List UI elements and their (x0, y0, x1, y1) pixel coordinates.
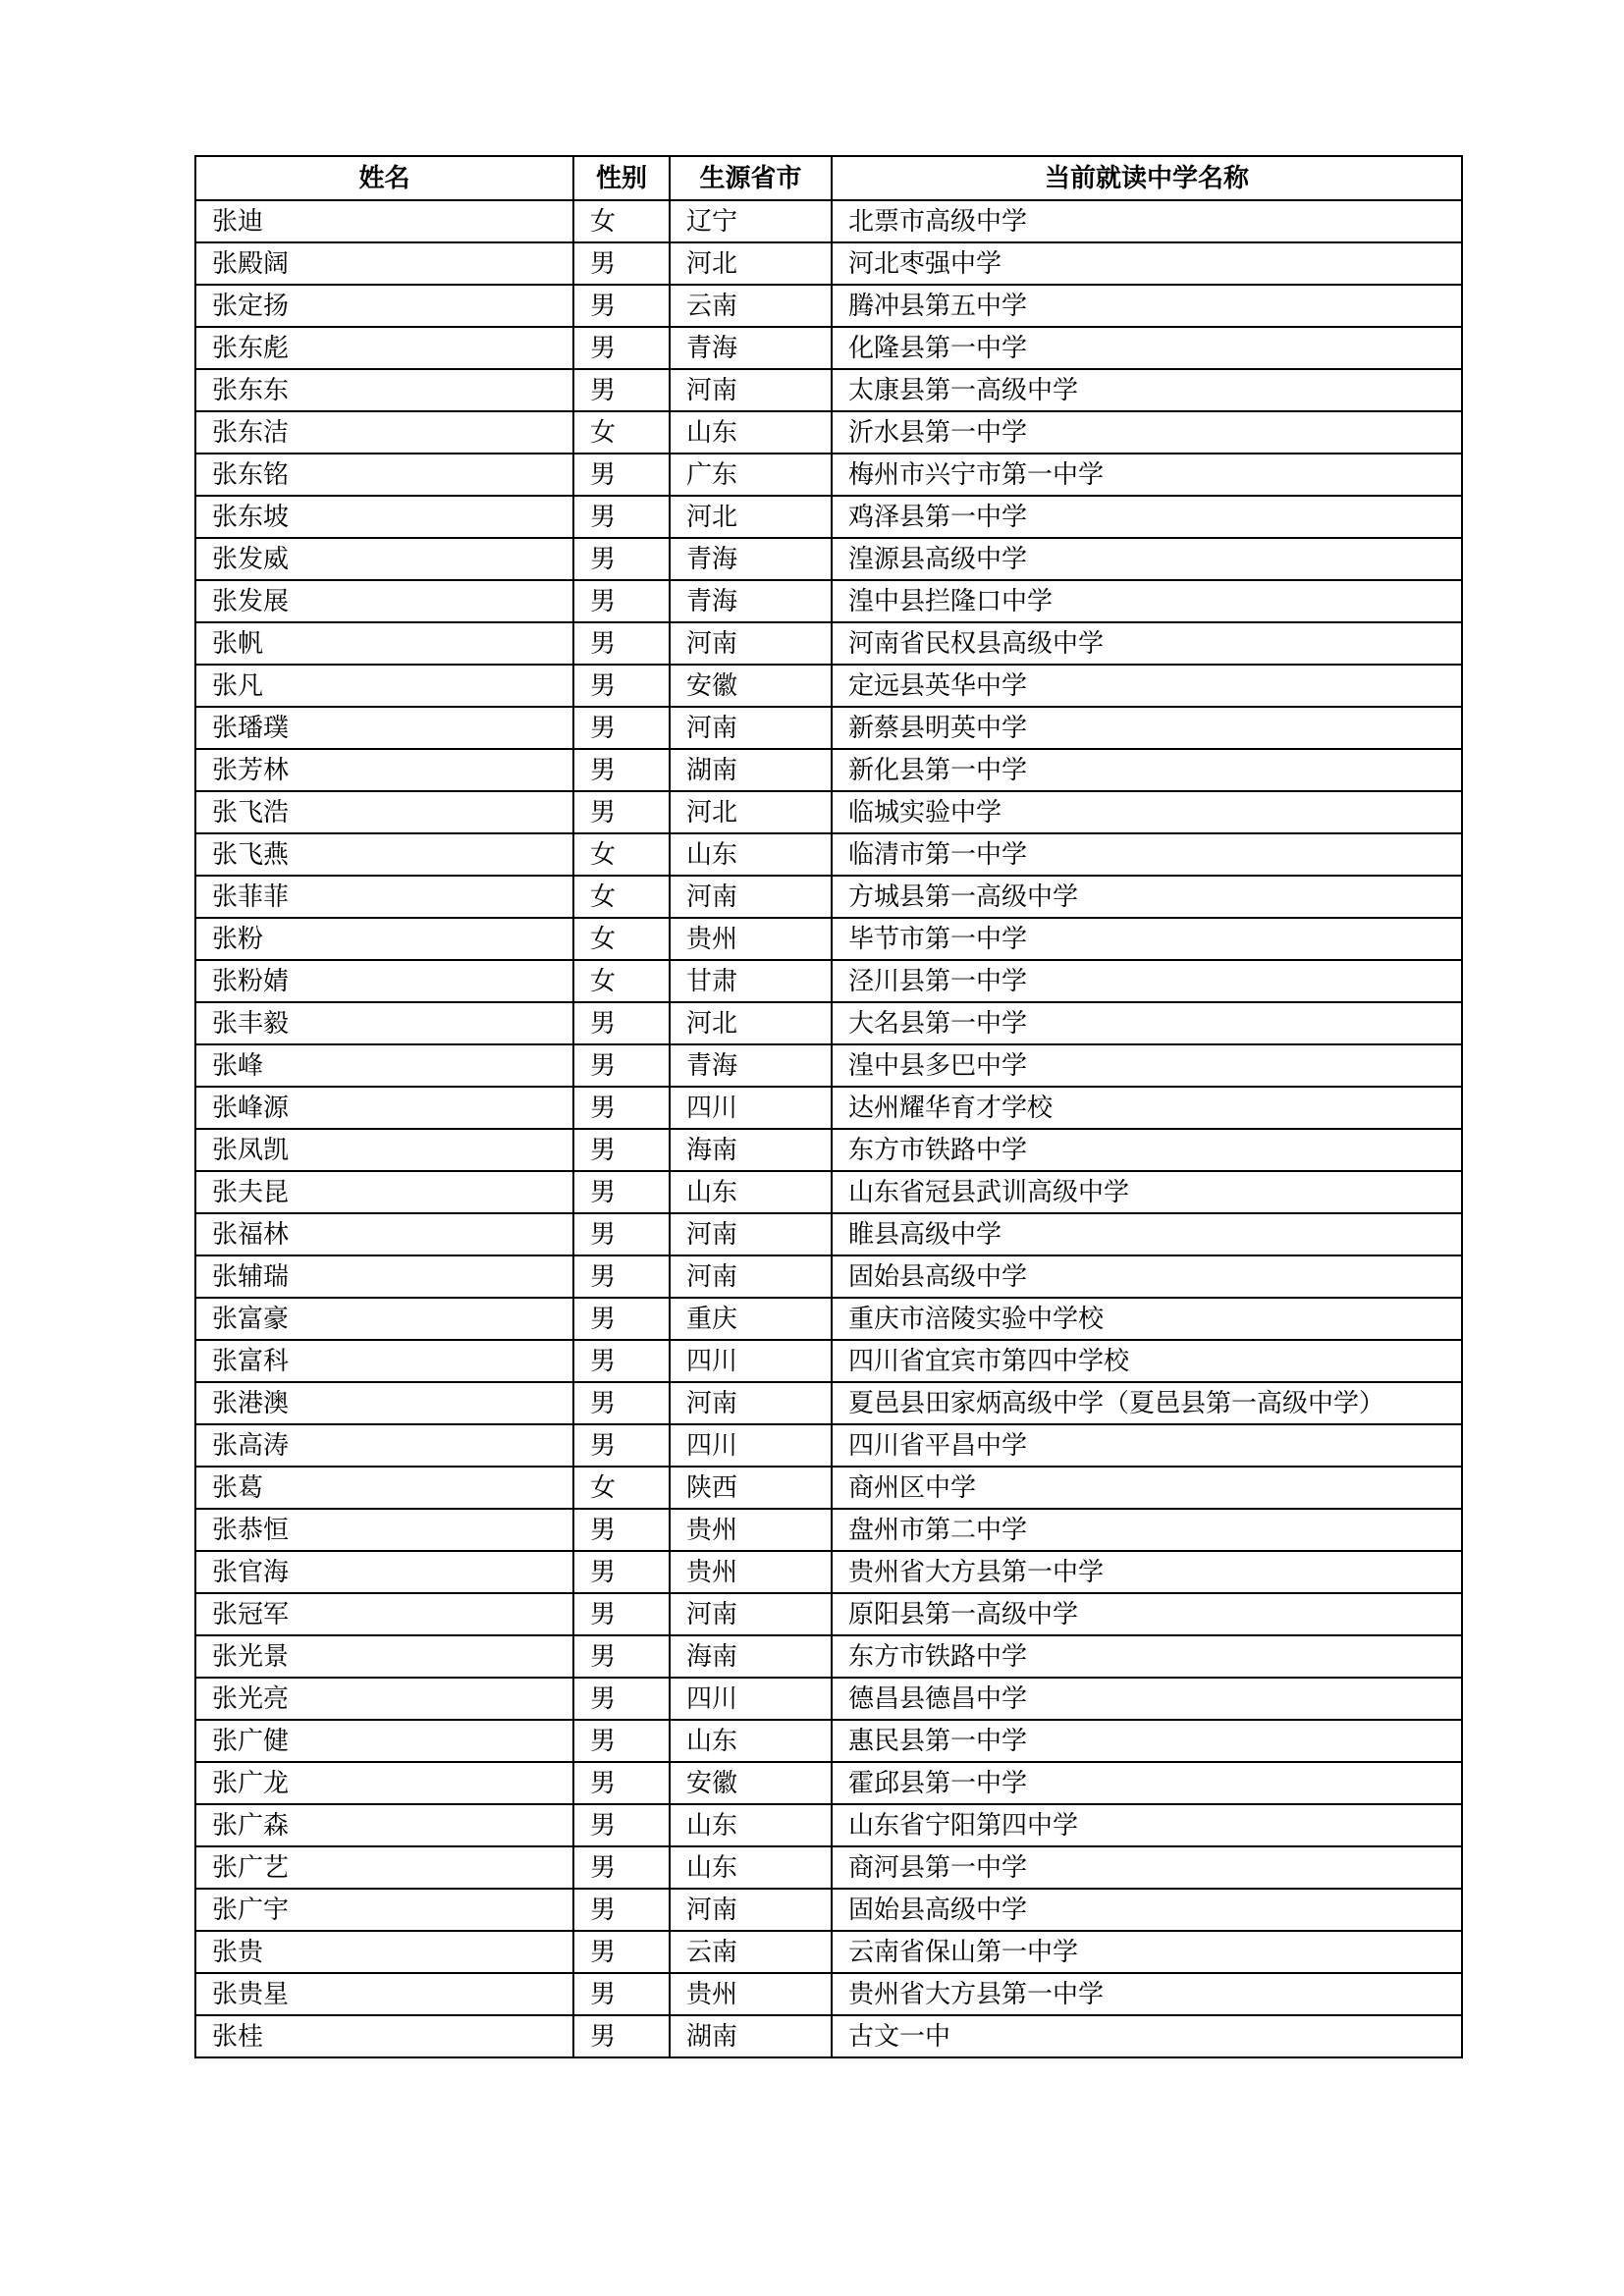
table-row (195, 1044, 1462, 1087)
cell-gender: 女 (573, 411, 670, 454)
cell-school: 湟中县拦隆口中学 (832, 580, 1462, 622)
cell-gender: 男 (573, 1804, 670, 1846)
cell-name: 张港澳 (195, 1382, 573, 1424)
table-row (195, 1002, 1462, 1044)
cell-school: 惠民县第一中学 (832, 1720, 1462, 1762)
table-row (195, 454, 1462, 496)
table-row (195, 1889, 1462, 1931)
table-row (195, 918, 1462, 960)
cell-school: 化隆县第一中学 (832, 327, 1462, 369)
cell-gender: 男 (573, 1424, 670, 1467)
table-row (195, 369, 1462, 411)
cell-province: 四川 (670, 1424, 832, 1467)
table-row (195, 1509, 1462, 1551)
cell-school: 沂水县第一中学 (832, 411, 1462, 454)
cell-name: 张定扬 (195, 285, 573, 327)
cell-province: 贵州 (670, 918, 832, 960)
cell-province: 陕西 (670, 1467, 832, 1509)
cell-name: 张富豪 (195, 1298, 573, 1340)
cell-gender: 男 (573, 1340, 670, 1382)
cell-name: 张飞浩 (195, 791, 573, 833)
cell-school: 霍邱县第一中学 (832, 1762, 1462, 1804)
table-row (195, 749, 1462, 791)
cell-school: 泾川县第一中学 (832, 960, 1462, 1002)
table-row (195, 1720, 1462, 1762)
table-row (195, 960, 1462, 1002)
cell-name: 张葛 (195, 1467, 573, 1509)
cell-province: 山东 (670, 1804, 832, 1846)
cell-name: 张发展 (195, 580, 573, 622)
cell-province: 河南 (670, 707, 832, 749)
cell-province: 河北 (670, 242, 832, 285)
cell-gender: 男 (573, 496, 670, 538)
cell-school: 重庆市涪陵实验中学校 (832, 1298, 1462, 1340)
cell-province: 青海 (670, 1044, 832, 1087)
table-row (195, 2015, 1462, 2057)
cell-name: 张发威 (195, 538, 573, 580)
cell-school: 湟源县高级中学 (832, 538, 1462, 580)
cell-school: 固始县高级中学 (832, 1255, 1462, 1298)
cell-gender: 女 (573, 876, 670, 918)
cell-gender: 男 (573, 749, 670, 791)
cell-gender: 男 (573, 1171, 670, 1213)
cell-gender: 男 (573, 1298, 670, 1340)
cell-name: 张富科 (195, 1340, 573, 1382)
cell-school: 新蔡县明英中学 (832, 707, 1462, 749)
cell-gender: 男 (573, 580, 670, 622)
cell-province: 河南 (670, 1213, 832, 1255)
cell-gender: 男 (573, 791, 670, 833)
cell-name: 张凡 (195, 665, 573, 707)
cell-province: 四川 (670, 1087, 832, 1129)
cell-school: 河北枣强中学 (832, 242, 1462, 285)
cell-province: 四川 (670, 1340, 832, 1382)
cell-gender: 女 (573, 1467, 670, 1509)
table-row (195, 200, 1462, 242)
table-row (195, 665, 1462, 707)
cell-gender: 男 (573, 1635, 670, 1678)
cell-name: 张贵星 (195, 1973, 573, 2015)
table-row (195, 1340, 1462, 1382)
student-table (194, 155, 1463, 2058)
table-row (195, 1846, 1462, 1889)
table-row (195, 1382, 1462, 1424)
cell-name: 张桂 (195, 2015, 573, 2057)
cell-school: 北票市高级中学 (832, 200, 1462, 242)
header-province: 生源省市 (670, 156, 832, 200)
cell-school: 德昌县德昌中学 (832, 1678, 1462, 1720)
cell-school: 东方市铁路中学 (832, 1129, 1462, 1171)
cell-province: 湖南 (670, 2015, 832, 2057)
cell-province: 青海 (670, 538, 832, 580)
cell-school: 湟中县多巴中学 (832, 1044, 1462, 1087)
cell-province: 四川 (670, 1678, 832, 1720)
cell-province: 湖南 (670, 749, 832, 791)
cell-province: 甘肃 (670, 960, 832, 1002)
cell-name: 张东彪 (195, 327, 573, 369)
cell-school: 四川省宜宾市第四中学校 (832, 1340, 1462, 1382)
cell-name: 张峰 (195, 1044, 573, 1087)
cell-province: 河北 (670, 1002, 832, 1044)
cell-name: 张广艺 (195, 1846, 573, 1889)
table-row (195, 1593, 1462, 1635)
cell-province: 贵州 (670, 1973, 832, 2015)
cell-school: 太康县第一高级中学 (832, 369, 1462, 411)
table-row (195, 622, 1462, 665)
cell-school: 盘州市第二中学 (832, 1509, 1462, 1551)
cell-province: 辽宁 (670, 200, 832, 242)
cell-province: 安徽 (670, 665, 832, 707)
cell-province: 河南 (670, 1255, 832, 1298)
cell-province: 广东 (670, 454, 832, 496)
table-row (195, 538, 1462, 580)
table-header-row (195, 156, 1462, 200)
cell-province: 云南 (670, 1931, 832, 1973)
table-row (195, 285, 1462, 327)
cell-name: 张凤凯 (195, 1129, 573, 1171)
cell-name: 张光亮 (195, 1678, 573, 1720)
cell-gender: 男 (573, 1382, 670, 1424)
cell-province: 贵州 (670, 1509, 832, 1551)
cell-gender: 男 (573, 1044, 670, 1087)
cell-name: 张帆 (195, 622, 573, 665)
cell-gender: 男 (573, 1762, 670, 1804)
cell-gender: 男 (573, 538, 670, 580)
cell-name: 张广龙 (195, 1762, 573, 1804)
cell-province: 重庆 (670, 1298, 832, 1340)
cell-province: 河南 (670, 369, 832, 411)
cell-school: 原阳县第一高级中学 (832, 1593, 1462, 1635)
cell-school: 腾冲县第五中学 (832, 285, 1462, 327)
cell-name: 张官海 (195, 1551, 573, 1593)
cell-name: 张丰毅 (195, 1002, 573, 1044)
cell-gender: 女 (573, 833, 670, 876)
table-row (195, 707, 1462, 749)
cell-gender: 男 (573, 2015, 670, 2057)
cell-gender: 男 (573, 1846, 670, 1889)
cell-gender: 男 (573, 1129, 670, 1171)
table-row (195, 1762, 1462, 1804)
cell-school: 定远县英华中学 (832, 665, 1462, 707)
cell-gender: 男 (573, 1551, 670, 1593)
table-row (195, 1804, 1462, 1846)
cell-gender: 男 (573, 327, 670, 369)
cell-province: 青海 (670, 580, 832, 622)
cell-gender: 男 (573, 1213, 670, 1255)
cell-school: 云南省保山第一中学 (832, 1931, 1462, 1973)
table-row (195, 327, 1462, 369)
table-row (195, 1213, 1462, 1255)
table-row (195, 1931, 1462, 1973)
cell-name: 张东铭 (195, 454, 573, 496)
table-row (195, 1973, 1462, 2015)
cell-gender: 男 (573, 1678, 670, 1720)
cell-name: 张冠军 (195, 1593, 573, 1635)
cell-gender: 男 (573, 242, 670, 285)
cell-gender: 女 (573, 200, 670, 242)
cell-province: 河南 (670, 876, 832, 918)
table-row (195, 580, 1462, 622)
cell-gender: 男 (573, 454, 670, 496)
table-row (195, 1298, 1462, 1340)
cell-province: 河北 (670, 496, 832, 538)
cell-school: 大名县第一中学 (832, 1002, 1462, 1044)
cell-gender: 男 (573, 285, 670, 327)
cell-name: 张粉 (195, 918, 573, 960)
cell-gender: 男 (573, 707, 670, 749)
table-row (195, 1129, 1462, 1171)
table-row (195, 1087, 1462, 1129)
cell-province: 海南 (670, 1635, 832, 1678)
cell-province: 河北 (670, 791, 832, 833)
cell-gender: 男 (573, 665, 670, 707)
cell-name: 张广森 (195, 1804, 573, 1846)
cell-gender: 男 (573, 1509, 670, 1551)
cell-province: 河南 (670, 1593, 832, 1635)
cell-name: 张东东 (195, 369, 573, 411)
table-row (195, 1255, 1462, 1298)
cell-name: 张东洁 (195, 411, 573, 454)
cell-name: 张夫昆 (195, 1171, 573, 1213)
cell-school: 方城县第一高级中学 (832, 876, 1462, 918)
cell-school: 毕节市第一中学 (832, 918, 1462, 960)
cell-province: 山东 (670, 833, 832, 876)
cell-gender: 男 (573, 1720, 670, 1762)
cell-school: 新化县第一中学 (832, 749, 1462, 791)
cell-province: 山东 (670, 1720, 832, 1762)
table-row (195, 1678, 1462, 1720)
cell-name: 张恭恒 (195, 1509, 573, 1551)
cell-gender: 男 (573, 1087, 670, 1129)
cell-name: 张璠璞 (195, 707, 573, 749)
cell-name: 张飞燕 (195, 833, 573, 876)
cell-name: 张迪 (195, 200, 573, 242)
table-row (195, 1635, 1462, 1678)
cell-name: 张光景 (195, 1635, 573, 1678)
cell-gender: 男 (573, 1889, 670, 1931)
table-row (195, 1551, 1462, 1593)
cell-gender: 男 (573, 1931, 670, 1973)
cell-school: 四川省平昌中学 (832, 1424, 1462, 1467)
cell-province: 山东 (670, 411, 832, 454)
cell-province: 青海 (670, 327, 832, 369)
cell-school: 临清市第一中学 (832, 833, 1462, 876)
cell-name: 张广健 (195, 1720, 573, 1762)
cell-school: 古文一中 (832, 2015, 1462, 2057)
cell-school: 商州区中学 (832, 1467, 1462, 1509)
cell-gender: 男 (573, 622, 670, 665)
table-row (195, 242, 1462, 285)
cell-name: 张峰源 (195, 1087, 573, 1129)
header-gender: 性别 (573, 156, 670, 200)
cell-province: 安徽 (670, 1762, 832, 1804)
cell-name: 张殿阔 (195, 242, 573, 285)
cell-name: 张高涛 (195, 1424, 573, 1467)
table-row (195, 833, 1462, 876)
table-row (195, 791, 1462, 833)
cell-gender: 男 (573, 1593, 670, 1635)
cell-school: 河南省民权县高级中学 (832, 622, 1462, 665)
table-row (195, 876, 1462, 918)
cell-name: 张芳林 (195, 749, 573, 791)
cell-name: 张广宇 (195, 1889, 573, 1931)
cell-school: 贵州省大方县第一中学 (832, 1973, 1462, 2015)
cell-name: 张辅瑞 (195, 1255, 573, 1298)
cell-province: 海南 (670, 1129, 832, 1171)
cell-school: 睢县高级中学 (832, 1213, 1462, 1255)
cell-school: 东方市铁路中学 (832, 1635, 1462, 1678)
header-school: 当前就读中学名称 (832, 156, 1462, 200)
cell-province: 河南 (670, 622, 832, 665)
cell-name: 张菲菲 (195, 876, 573, 918)
cell-school: 夏邑县田家炳高级中学（夏邑县第一高级中学） (832, 1382, 1462, 1424)
cell-province: 河南 (670, 1889, 832, 1931)
cell-school: 商河县第一中学 (832, 1846, 1462, 1889)
cell-name: 张福林 (195, 1213, 573, 1255)
cell-school: 梅州市兴宁市第一中学 (832, 454, 1462, 496)
cell-school: 达州耀华育才学校 (832, 1087, 1462, 1129)
cell-name: 张粉婧 (195, 960, 573, 1002)
cell-province: 山东 (670, 1171, 832, 1213)
cell-gender: 女 (573, 960, 670, 1002)
table-row (195, 496, 1462, 538)
cell-name: 张贵 (195, 1931, 573, 1973)
table-row (195, 1467, 1462, 1509)
cell-gender: 男 (573, 369, 670, 411)
cell-province: 山东 (670, 1846, 832, 1889)
header-name: 姓名 (195, 156, 573, 200)
cell-school: 山东省冠县武训高级中学 (832, 1171, 1462, 1213)
cell-province: 云南 (670, 285, 832, 327)
cell-school: 鸡泽县第一中学 (832, 496, 1462, 538)
table-row (195, 1424, 1462, 1467)
cell-school: 山东省宁阳第四中学 (832, 1804, 1462, 1846)
cell-gender: 男 (573, 1002, 670, 1044)
cell-name: 张东坡 (195, 496, 573, 538)
cell-gender: 男 (573, 1973, 670, 2015)
cell-school: 临城实验中学 (832, 791, 1462, 833)
cell-gender: 男 (573, 1255, 670, 1298)
table-row (195, 411, 1462, 454)
cell-province: 河南 (670, 1382, 832, 1424)
cell-gender: 女 (573, 918, 670, 960)
table-row (195, 1171, 1462, 1213)
cell-province: 贵州 (670, 1551, 832, 1593)
cell-school: 固始县高级中学 (832, 1889, 1462, 1931)
cell-school: 贵州省大方县第一中学 (832, 1551, 1462, 1593)
